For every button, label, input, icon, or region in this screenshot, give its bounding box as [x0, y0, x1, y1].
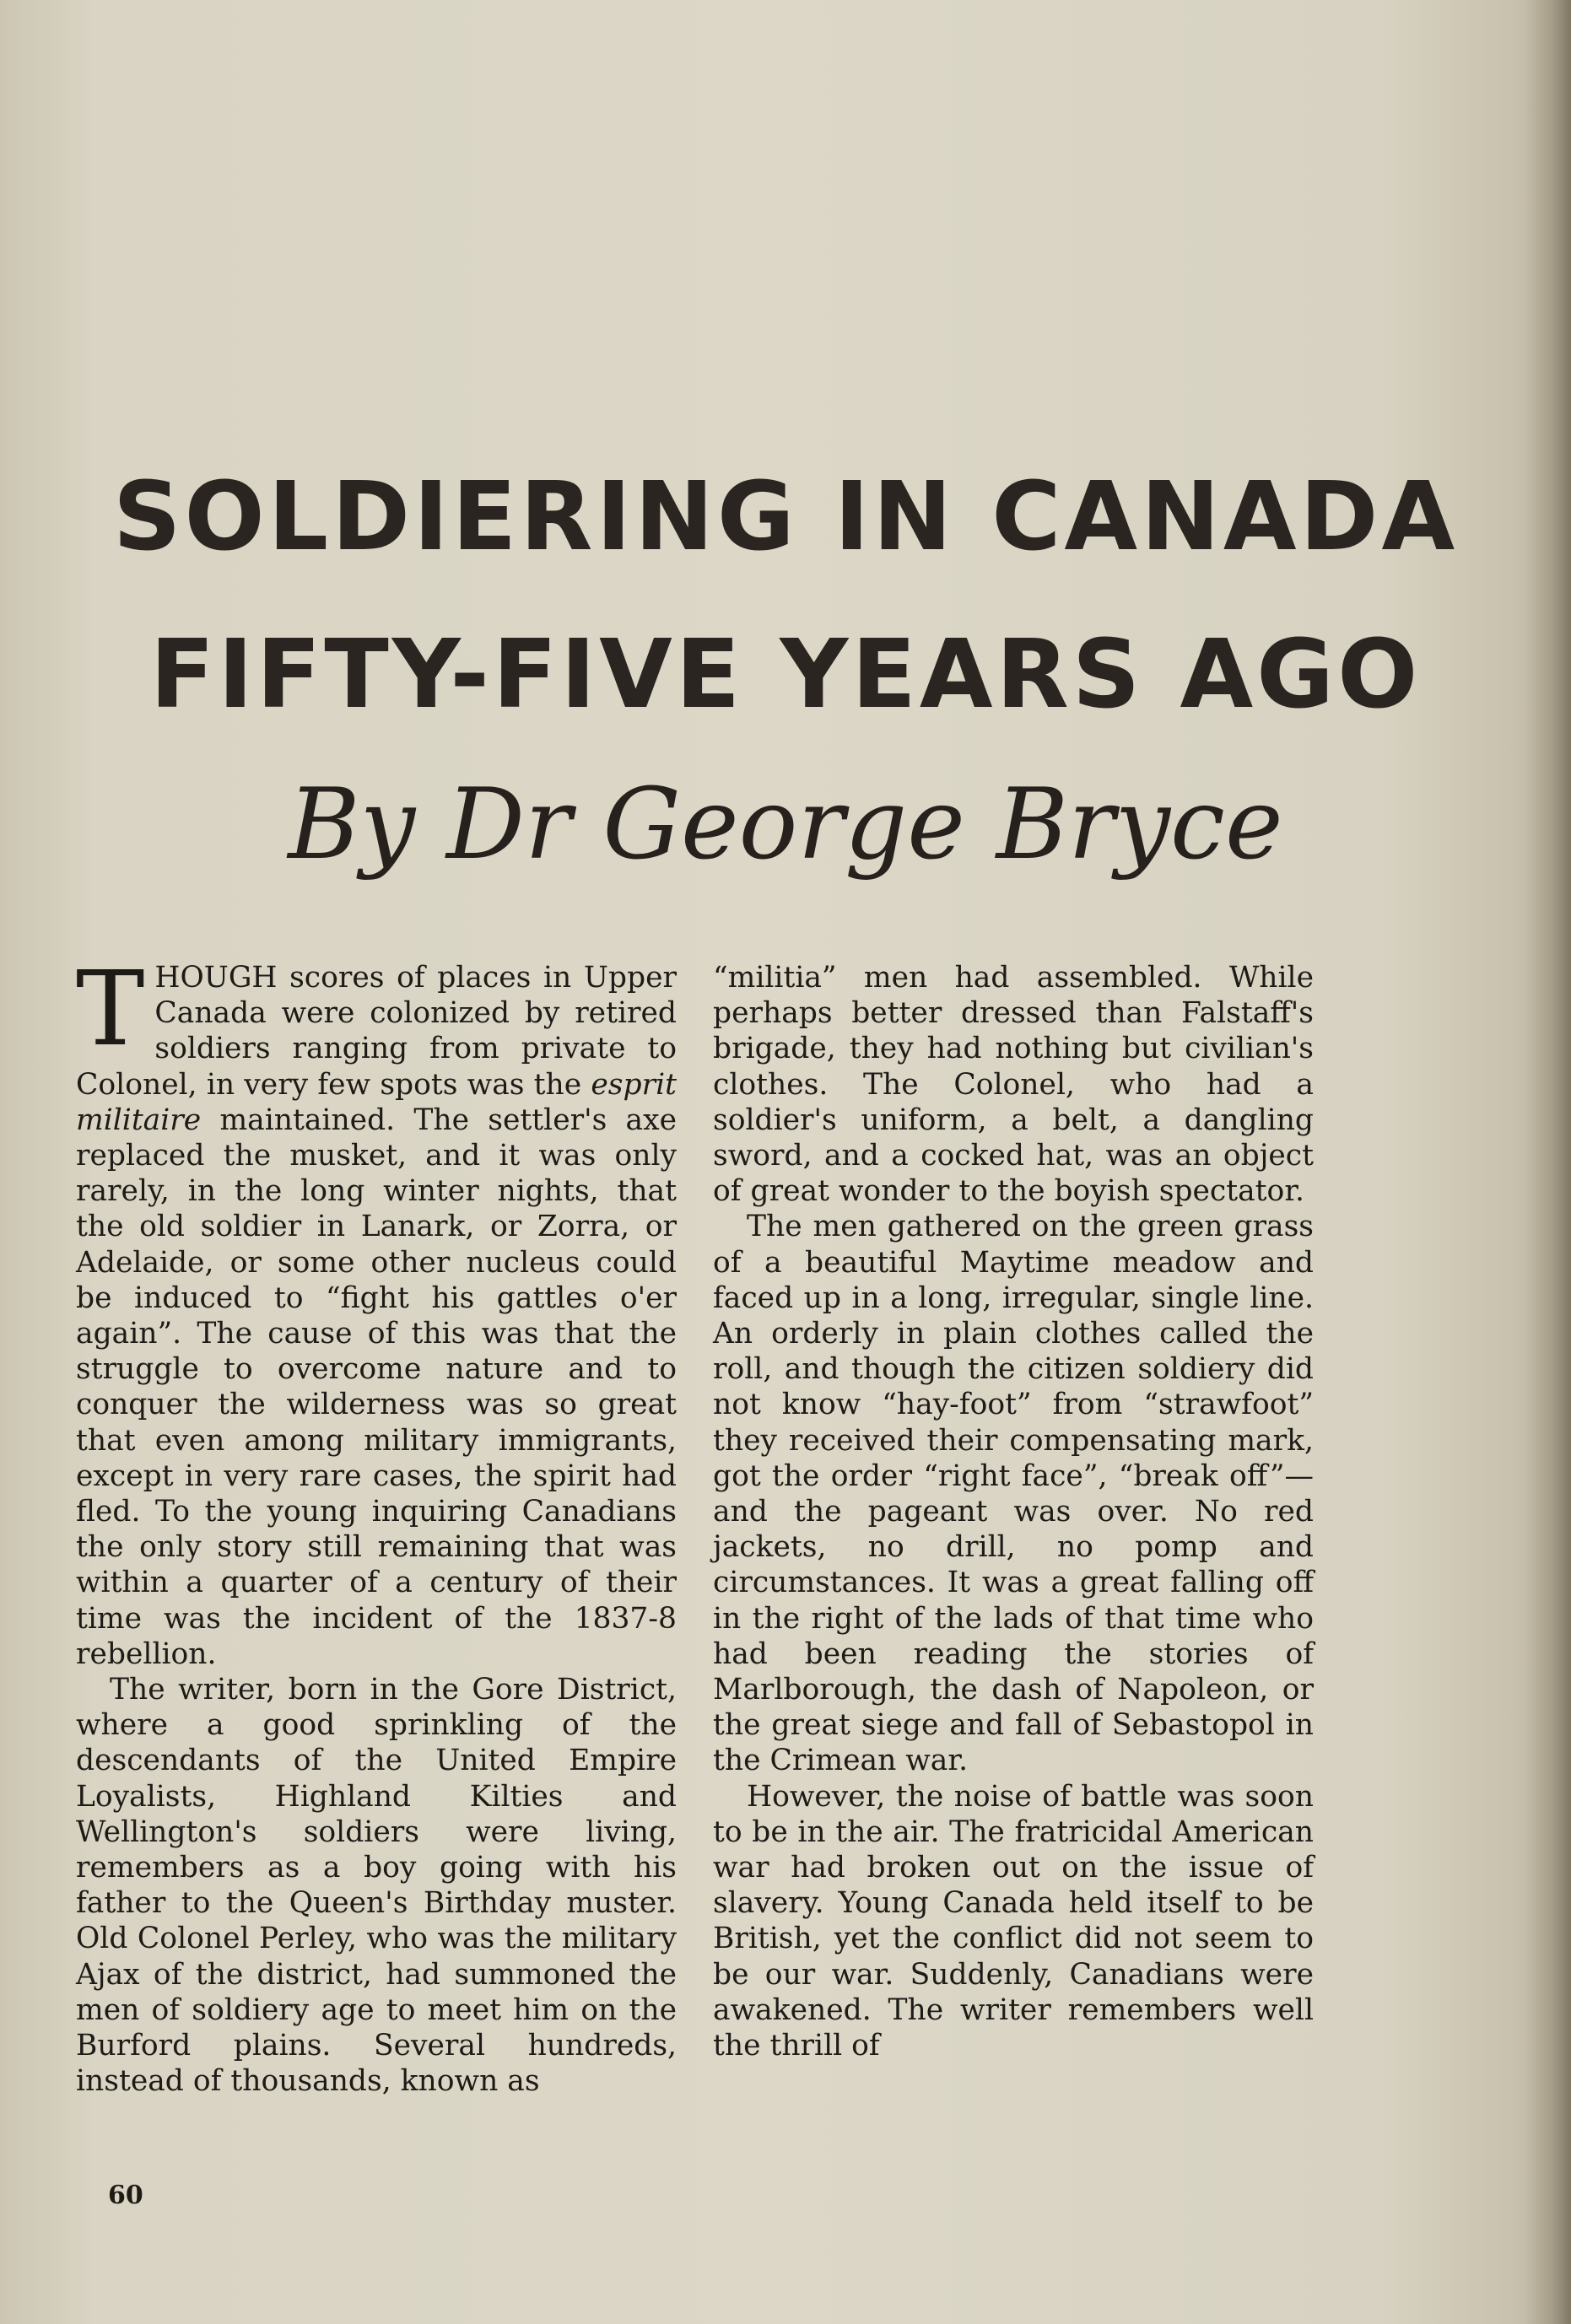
- paragraph: “militia” men had assembled. While perhaps better dressed than Falstaff's brigade, they had nothing but civilian's clothes. The Colonel, who had a soldier's uniform, a belt, a dangling sword, and a cocked hat, was an object of great wonder to the boyish spectator.: [713, 961, 1314, 1209]
- show-through-ghost: [76, 110, 1468, 388]
- article-byline: By Dr George Bryce: [288, 768, 1283, 882]
- paragraph: The men gathered on the green grass of a beautiful Maytime meadow and faced up in a long, irregular, single line. An orderly in plain clothes called the roll, and though the citizen soldiery did not know “hay-foot” from “strawfoot” they received their compensating mark, got the order “right face”, “break off”—and the pageant was over. No red jackets, no drill, no pomp and circumstances. It was a great falling off in the right of the lads of that time who had been reading the stories of Marlborough, the dash of Napoleon, or the great siege and fall of Sebastopol in the Crimean war.: [713, 1210, 1314, 1778]
- drop-cap: T: [76, 949, 145, 1069]
- left-column: [76, 949, 677, 2100]
- page-number: 60: [108, 2181, 143, 2210]
- italic-phrase: esprit militaire: [76, 1067, 677, 1137]
- page-edge-shadow: [1525, 0, 1571, 2324]
- paragraph: [76, 949, 677, 1672]
- article-title-line-2: FIFTY-FIVE YEARS AGO: [149, 620, 1422, 730]
- paragraph: The writer, born in the Gore District, where a good sprinkling of the descendants of the United Empire Loyalists, Highland Kilties and Wellington's soldiers were living, remembers as a boy going with his father to the Queen's Birthday muster. Old Colonel Perley, who was the military Ajax of the district, had summoned the men of soldiery age to meet him on the Burford plains. Several hundreds, instead of thousands, known as: [76, 1673, 677, 2099]
- paragraph: However, the noise of battle was soon to be in the air. The fratricidal American war had broken out on the issue of slavery. Young Canada held itself to be British, yet the conflict did not seem to be our war. Suddenly, Canadians were awakened. The writer remembers well the thrill of: [713, 1779, 1314, 2063]
- paragraph-text: HOUGH scores of places in Upper Canada were colonized by retired soldiers ranging from private to Colonel, in very few spots was the: [76, 961, 677, 1102]
- paragraph-text: maintained. The settler's axe replaced the musket, and it was only rarely, in the long winter nights, that the old soldier in Lanark, or Zorra, or Adelaide, or some other nucleus could be induced to “fight his gattles o'er again”. The cause of this was that the struggle to overcome nature and to conquer the wilderness was so great that even among military immigrants, except in very rare cases, the spirit had fled. To the young inquiring Canadians the only story still remaining that was within a quarter of a century of their time was the incident of the 1837-8 rebellion.: [76, 1103, 677, 1671]
- article-title-line-1: SOLDIERING IN CANADA: [112, 462, 1459, 572]
- right-column: [713, 960, 1314, 2063]
